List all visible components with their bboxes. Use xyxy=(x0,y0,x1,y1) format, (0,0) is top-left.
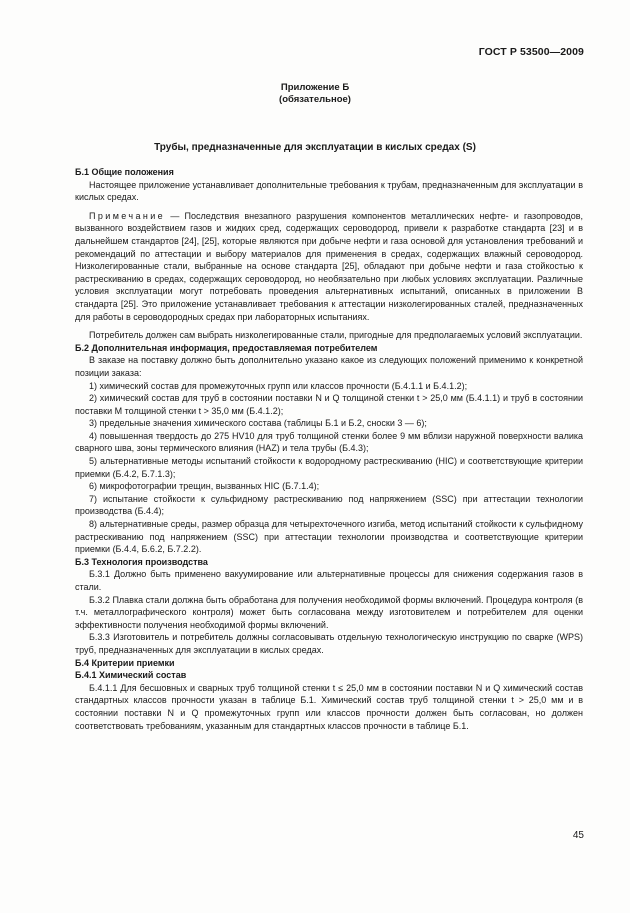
page-number: 45 xyxy=(572,830,584,841)
section-heading-b4: Б.4 Критерии приемки xyxy=(75,657,175,668)
list-item: 4) повышенная твердость до 275 HV10 для труб толщиной стенки более 9 мм вблизи наружной поверхности валика сварного шва, зоны термического влияния (HAZ) и тела трубы (Б.4.3); xyxy=(75,430,583,454)
list-item: 1) химический состав для промежуточных групп или классов прочности (Б.4.1.1 и Б.4.1.2); xyxy=(89,380,468,391)
annex-heading xyxy=(0,82,630,106)
list-item: 6) микрофотографии трещин, вызванных HIC (Б.7.1.4); xyxy=(89,481,320,492)
annex-label: Приложение Б xyxy=(280,82,350,93)
list-item: 8) альтернативные среды, размер образца для четырехточечного изгиба, метод испытаний стойкости к сульфидному растрескиванию под напряжением (SSC) при аттестации технологии производства и соответствующие критерии приемки (Б.4.4, Б.6.2, Б.7.2.2). xyxy=(75,519,583,555)
document-body xyxy=(75,166,583,732)
subsection-heading-b41: Б.4.1 Химический состав xyxy=(75,670,187,681)
section-heading-b2: Б.2 Дополнительная информация, предоставляемая потребителем xyxy=(75,342,378,353)
note-paragraph xyxy=(75,210,583,323)
paragraph: Потребитель должен сам выбрать низколегированные стали, пригодные для предполагаемых условий эксплуатации. xyxy=(89,330,583,341)
annex-title: Трубы, предназначенные для эксплуатации в кислых средах (S) xyxy=(154,142,476,153)
standard-code: ГОСТ Р 53500—2009 xyxy=(478,46,584,58)
annex-status: (обязательное) xyxy=(279,94,351,105)
section-heading-b3: Б.3 Технология производства xyxy=(75,556,208,567)
paragraph: Б.3.2 Плавка стали должна быть обработана для получения необходимой формы включений. Процедура контроля (в т.ч. металлографического контроля) может быть согласована между изготовителем и потребителем для оценки эффективности получения необходимой формы включений. xyxy=(75,594,583,630)
paragraph: Б.3.3 Изготовитель и потребитель должны согласовывать отдельную технологическую инструкцию по сварке (WPS) труб, предназначенных для эксплуатации в кислых средах. xyxy=(75,632,583,655)
section-heading-b1: Б.1 Общие положения xyxy=(75,167,174,177)
list-item: 5) альтернативные методы испытаний стойкости к водородному растрескиванию (HIC) и соответствующие критерии приемки (Б.4.2, Б.7.1.3); xyxy=(75,456,583,479)
paragraph: Б.3.1 Должно быть применено вакуумирование или альтернативные процессы для снижения содержания газов в стали. xyxy=(75,569,583,592)
list-item: 2) химический состав для труб в состоянии поставки N и Q толщиной стенки t > 25,0 мм (Б.4.1.1) и труб в состоянии поставки M толщиной стенки t > 35,0 мм (Б.4.1.2); xyxy=(75,393,583,416)
note-label: Примечание xyxy=(89,210,166,221)
paragraph: Настоящее приложение устанавливает дополнительные требования к трубам, предназначенным для эксплуатации в кислых средах. xyxy=(75,179,583,203)
list-item: 7) испытание стойкости к сульфидному растрескиванию под напряжением (SSC) при аттестации технологии производства (Б.4.4); xyxy=(75,493,583,517)
paragraph: Б.4.1.1 Для бесшовных и сварных труб толщиной стенки t ≤ 25,0 мм в состоянии поставки N и Q химический состав стандартных классов прочности указан в таблице Б.1. Химический состав труб толщиной стенки t > 25,0 мм и в состоянии поставки N и Q промежуточных групп или классов прочности должен быть согласован, но должен соответствовать требованиям, указанным для стандартных классов прочности в таблице Б.1. xyxy=(75,682,583,731)
list-item: 3) предельные значения химического состава (таблицы Б.1 и Б.2, сноски 3 — 6); xyxy=(89,418,427,429)
note-text: — Последствия внезапного разрушения компонентов металлических нефте- и газопроводов, вызванного воздействием газов и жидких сред, содержащих сероводород, привели к разработке стандарта [23] и в дальнейшем стандартов [24], [25], которые являются при добыче нефти и газа основой для установления требований и рекомендаций по аттестации и выбору материалов для применения в средах, содержащих влажный сероводород. Низколегированные стали, выбранные на основе стандарта [25], обладают при добыче нефти и газа стойкостью к растрескиванию в средах, содержащих сероводород, но необязательно при любых условиях эксплуатации. Различные условия эксплуатации могут потребовать проведения альтернативных испытаний, описанных в приложении В стандарта [25]. Это приложение устанавливает требования к аттестации низколегированных сталей, предназначенных для работы в сероводородных средах при лабораторных испытаниях. xyxy=(75,210,583,322)
paragraph: В заказе на поставку должно быть дополнительно указано какое из следующих положений применимо к конкретной позиции заказа: xyxy=(75,355,583,378)
